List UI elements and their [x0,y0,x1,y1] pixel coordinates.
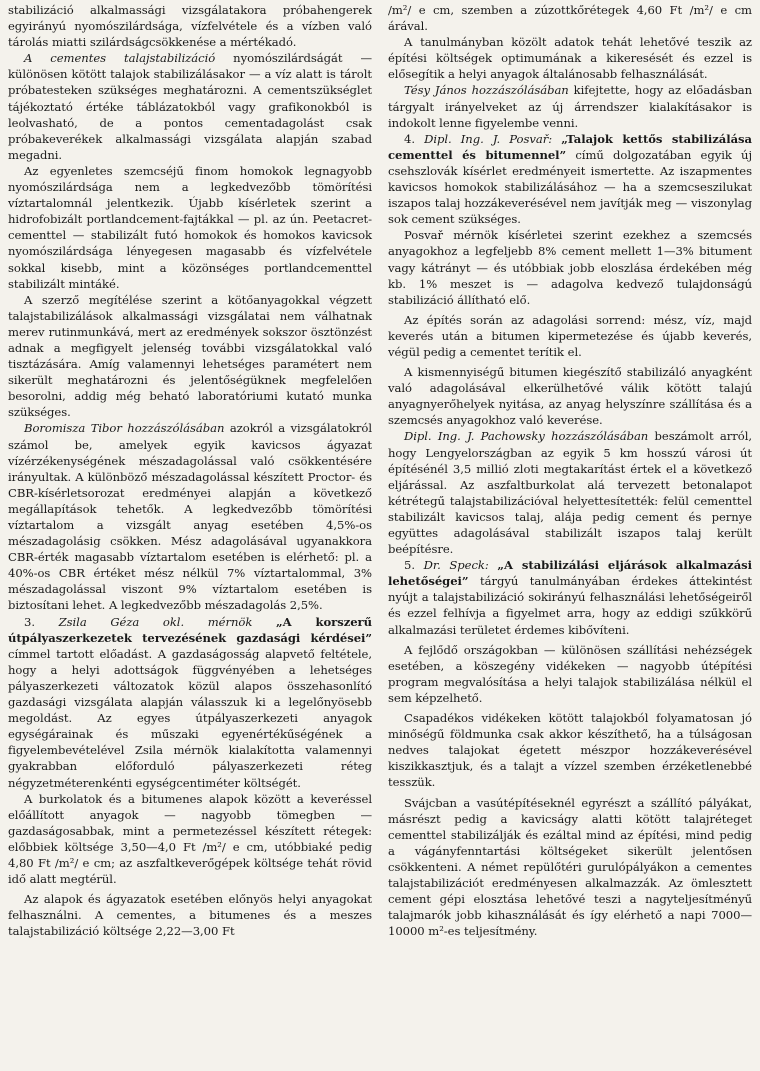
paragraph-text: azokról a vizsgálatokról számol be, amelyek egyik kavicsos ágyazat vízérzékenységének mészadagolással való csökkentésére irányultak. A különböző mészadagolással készített Proctor- és CBR-kísérletsorozat eredményei alapján a következő megállapítások tehetők. A legkedvezőbb tömörítési víztartalom a vizsgált anyag esetében 4,5%-os mészadagolásig csökken. Mész adagolásával ugyanakkora CBR-érték magasabb víztartalom esetében is elérhető: pl. a 40%-os CBR értéket mész nélkül 7% víztartalommal, 3% mészadagolással viszont 9% víztartalom esetében is biztosítani lehet. A legkedvezőbb mészadagolás 2,5%. [8,421,372,613]
author-name: Dipl. Ing. J. Posvař: [424,131,553,146]
paper-title: „A stabilizálási eljárások alkalmazási lehetőségei” [388,558,753,589]
paragraph-text: nyomószilárdságát — különösen kötött talajok stabilizálásakor — a víz alatt is tárolt próbatesteken szükséges meghatározni. A cementszükséglet tájékoztató értéke táblázatokból vagy grafikonokból is leolvasható, de a pontos cementadagolást csak próbakeverékek alkalmassági vizsgálata alapján szabad megadni. [8,51,372,162]
paragraph: Az egyenletes szemcséjű finom homokok legnagyobb nyomószilárdsága nem a legkedvezőbb tömörítési víztartalomnál jelentkezik. Újabb kísérletek szerint a hidrofobizált portlandcement-fajtákkal — pl. az ún. Peetacret-cementtel — stabilizált futó homokok és homokos kavicsok nyomószilárdsága lényegesen magasabb és vízfelvétele sokkal kisebb, mint a közönséges portlandcementtel stabilizált mintáké. [8,163,372,291]
author-name: Zsila Géza okl. mérnök [58,614,253,629]
numbered-paragraph [388,131,752,228]
paragraph: /m²/ e cm, szemben a zúzottkőrétegek 4,60 Ft /m²/ e cm árával. [388,3,752,34]
paragraph: A tanulmányban közölt adatok tehát lehetővé teszik az építési költségek optimumának a kikeresését és ezzel is elősegítik a helyi anyagok általánosabb felhasználását. [388,35,752,82]
numbered-paragraph [8,614,372,791]
paragraph-text: tárgyú tanulmányában érdekes áttekintést nyújt a talajstabilizáció sokirányú felhasználási lehetőségeiről és ezzel felhívja a figyelmet arra, hogy az eddigi szűkkörű alkalmazási területet érdemes kibővíteni. [388,574,752,637]
paragraph-text: beszámolt arról, hogy Lengyelországban az egyik 5 km hosszú városi út építésénél 3,5 millió zloti megtakarítást értek el a következő eljárással. Az aszfaltburkolat alá tervezett betonalapot kétrétegű talajstabilizációval helyettesítették: felül cementtel stabilizált kavicsos talaj, alája pedig cement és pernye együttes adagolásával stabilizált iszapos talaj került beépítésre. [388,429,752,557]
paragraph [388,82,752,130]
author-name: Dr. Speck: [423,558,489,573]
paragraph-text: című dolgozatában egyik új csehszlovák kísérlet eredményeit ismertette. Az iszapmentes kavicsos homokok stabilizálásához — ha a szemcseszilukat iszapos talaj hozzákeverésével nem javítják meg — viszonylag sok cement szükséges. [388,147,752,227]
paper-title: „A korszerű útpályaszerkezetek tervezésének gazdasági kérdései” [8,614,372,645]
paragraph: Posvař mérnök kísérletei szerint ezekhez a szemcsés anyagokhoz a legfeljebb 8% cement mellett 1—3% bitument vagy kátrányt — és utóbbiak jobb eloszlása érdekében még kb. 1% meszet is — adagolva kedvező tulajdonságú stabilizáció állítható elő. [388,228,752,307]
paragraph: A szerző megítélése szerint a kötőanyagokkal végzett talajstabilizálások alkalmassági vizsgálatai nem válhatnak merev rutinmunkává, mert az eredmények sokszor ösztönzést adnak a megfigyelt jelenség további vizsgálatokkal való tisztázására. Amíg valamennyi lehetséges paramétert nem sikerült meghatározni és jelentőségüknek megfelelően besorolni, addig még beható laboratóriumi kutató munka szükséges. [8,292,372,420]
italic-lead: A cementes talajstabilizáció [24,51,216,66]
left-column [8,2,372,1071]
paragraph [8,420,372,613]
italic-lead: Dipl. Ing. J. Pachowsky hozzászólásában [404,429,649,444]
italic-lead: Boromisza Tibor hozzászólásában [24,421,225,436]
item-number: 4. [404,131,415,146]
paragraph: Svájcban a vasútépítéseknél egyrészt a szállító pályákat, másrészt pedig a kavicságy alatti kötött talajréteget cementtel stabilizálják és ezáltal mind az építési, mind pedig a vágányfenntartási költségeket sikerült jelentősen csökkenteni. A német repülőtéri gurulópályákon a cementes talajstabilizációt eredményesen alkalmazzák. Az ömlesztett cement gépi elosztása lehetővé teszi a nagyteljesítményű talajmarók jobb kihasználását és így elérhető a napi 7000—10000 m²-es teljesítmény. [388,795,752,939]
paragraph [8,50,372,163]
paragraph: Az építés során az adagolási sorrend: mész, víz, majd keverés után a bitumen kipermetezése és újabb keverés, végül pedig a cementet terítik el. [388,312,752,359]
paragraph: A kismennyiségű bitumen kiegészítő stabilizáló anyagként való adagolásával elkerülhetővé válik kötött talajú anyagnyerőhelyek nyitása, az anyag helyszínre szállítása és a szemcsés anyagokhoz való keverése. [388,365,752,428]
paragraph-text: kifejtette, hogy az előadásban tárgyalt irányelveket az új árrendszer kialakításakor is indokolt lenne figyelembe venni. [388,83,752,130]
paragraph: A fejlődő országokban — különösen szállítási nehézségek esetében, a köszegény vidékeken — nagyobb útépítési program megvalósítása a helyi talajok stabilizálása nélkül el sem képzelhető. [388,642,752,705]
paragraph: A burkolatok és a bitumenes alapok között a keveréssel előállított anyagok — nagyobb tömegben — gazdaságosabbak, mint a permetezéssel készített rétegek: előbbiek költsége 3,50—4,0 Ft /m²/ e cm, utóbbiaké pedig 4,80 Ft /m²/ e cm; az aszfaltkeverőgépek költsége tehát rövid idő alatt megtérül. [8,791,372,887]
paragraph-text: címmel tartott előadást. A gazdaságosság alapvető feltétele, hogy a helyi adottságok függvényében a lehetséges pályaszerkezeti változatok közül alapos összehasonlító gazdasági vizsgálata alapján válasszuk ki a legelőnyösebb megoldást. Az egyes útpályaszerkezeti anyagok egységárainak és műszaki egyenértékűségének a figyelembevételével Zsila mérnök kialakította valamennyi gyakrabban előforduló pályaszerkezeti réteg négyzetméterenkénti egységcentiméter költségét. [8,646,372,790]
paragraph: Az alapok és ágyazatok esetében előnyös helyi anyagokat felhasználni. A cementes, a bitumenes és a meszes talajstabilizáció költsége 2,22—3,00 Ft [8,892,372,939]
right-column [388,2,752,1071]
paragraph [388,428,752,557]
paper-title: „Talajok kettős stabilizálása cementtel és bitumennel” [388,131,752,162]
paragraph: Csapadékos vidékeken kötött talajokból folyamatosan jó minőségű földmunka csak akkor készíthető, ha a túlságosan nedves talajokat égetett mészpor hozzákeverésével kiszikkasztjuk, és a talajt a vízzel szemben érzéketlenebbé tesszük. [388,711,752,790]
numbered-paragraph [388,557,752,637]
italic-lead: Tésy János hozzászólásában [404,83,569,98]
item-number: 5. [404,558,415,573]
item-number: 3. [24,614,35,629]
paragraph: stabilizáció alkalmassági vizsgálatakora próbahengerek egyirányú nyomószilárdsága, vízfelvétele és a vízben való tárolás miatti szilárdságcsökkenése a mértékadó. [8,3,372,50]
